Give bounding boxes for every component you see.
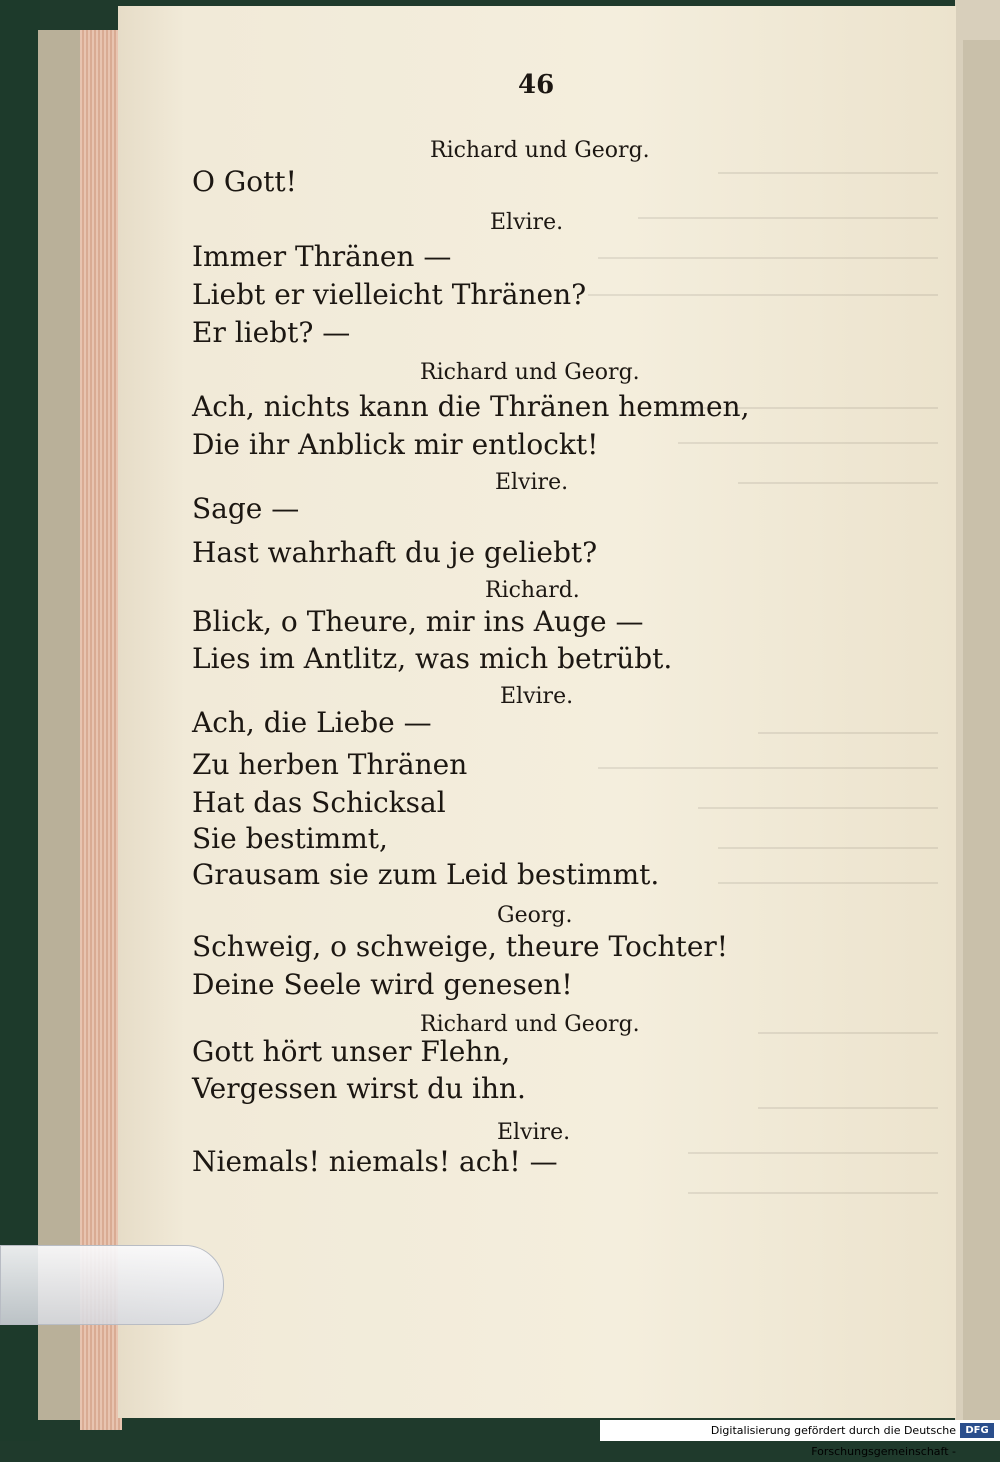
bleed-through-mark (758, 1081, 938, 1109)
bleed-through-mark (758, 1006, 938, 1034)
verse-line: Hat das Schicksal (192, 786, 446, 819)
verse-line: Blick, o Theure, mir ins Auge — (192, 605, 644, 638)
bleed-through-mark (688, 1166, 938, 1194)
digitization-credit: Digitalisierung gefördert durch die Deutsche Forschungsgemeinschaft - (600, 1420, 1000, 1441)
bleed-through-mark (698, 781, 938, 809)
verse-line: Immer Thränen — (192, 240, 452, 273)
page-clip (0, 1245, 224, 1325)
bleed-through-mark (718, 146, 938, 174)
speaker-name: Richard und Georg. (420, 1012, 640, 1037)
verse-line: Deine Seele wird genesen! (192, 968, 573, 1001)
verse-line: Lies im Antlitz, was mich betrübt. (192, 642, 673, 675)
page-number: 46 (518, 70, 555, 100)
verse-line: Ach, nichts kann die Thränen hemmen, (192, 390, 750, 423)
verse-line: Sie bestimmt, (192, 822, 388, 855)
verse-line: Niemals! niemals! ach! — (192, 1145, 558, 1178)
speaker-name: Elvire. (495, 470, 569, 495)
speaker-name: Elvire. (490, 210, 564, 235)
page-block-edge (80, 30, 122, 1430)
bleed-through-mark (588, 268, 938, 296)
speaker-name: Richard und Georg. (420, 360, 640, 385)
speaker-name: Richard und Georg. (430, 138, 650, 163)
verse-line: Er liebt? — (192, 316, 351, 349)
verse-line: Ach, die Liebe — (192, 706, 432, 739)
verse-line: Gott hört unser Flehn, (192, 1035, 511, 1068)
verse-line: Schweig, o schweige, theure Tochter! (192, 930, 729, 963)
speaker-name: Elvire. (497, 1120, 571, 1145)
bleed-through-mark (598, 741, 938, 769)
verse-line: Liebt er vielleicht Thränen? (192, 278, 587, 311)
verse-line: Zu herben Thränen (192, 748, 468, 781)
speaker-name: Georg. (497, 903, 573, 928)
background-left (0, 0, 40, 1441)
bleed-through-mark (718, 821, 938, 849)
dfg-logo: DFG (960, 1423, 994, 1438)
verse-line: Sage — (192, 492, 300, 525)
facing-page-shadow (963, 40, 1000, 1420)
bleed-through-mark (738, 456, 938, 484)
verse-line: Grausam sie zum Leid bestimmt. (192, 858, 660, 891)
speaker-name: Richard. (485, 578, 580, 603)
bleed-through-mark (598, 231, 938, 259)
bleed-through-mark (758, 706, 938, 734)
verse-line: Die ihr Anblick mir entlockt! (192, 428, 599, 461)
verse-line: Hast wahrhaft du je geliebt? (192, 536, 598, 569)
speaker-name: Elvire. (500, 684, 574, 709)
verse-line: O Gott! (192, 165, 297, 198)
bleed-through-mark (718, 856, 938, 884)
bleed-through-mark (688, 1126, 938, 1154)
verse-line: Vergessen wirst du ihn. (192, 1072, 526, 1105)
bleed-through-mark (638, 191, 938, 219)
